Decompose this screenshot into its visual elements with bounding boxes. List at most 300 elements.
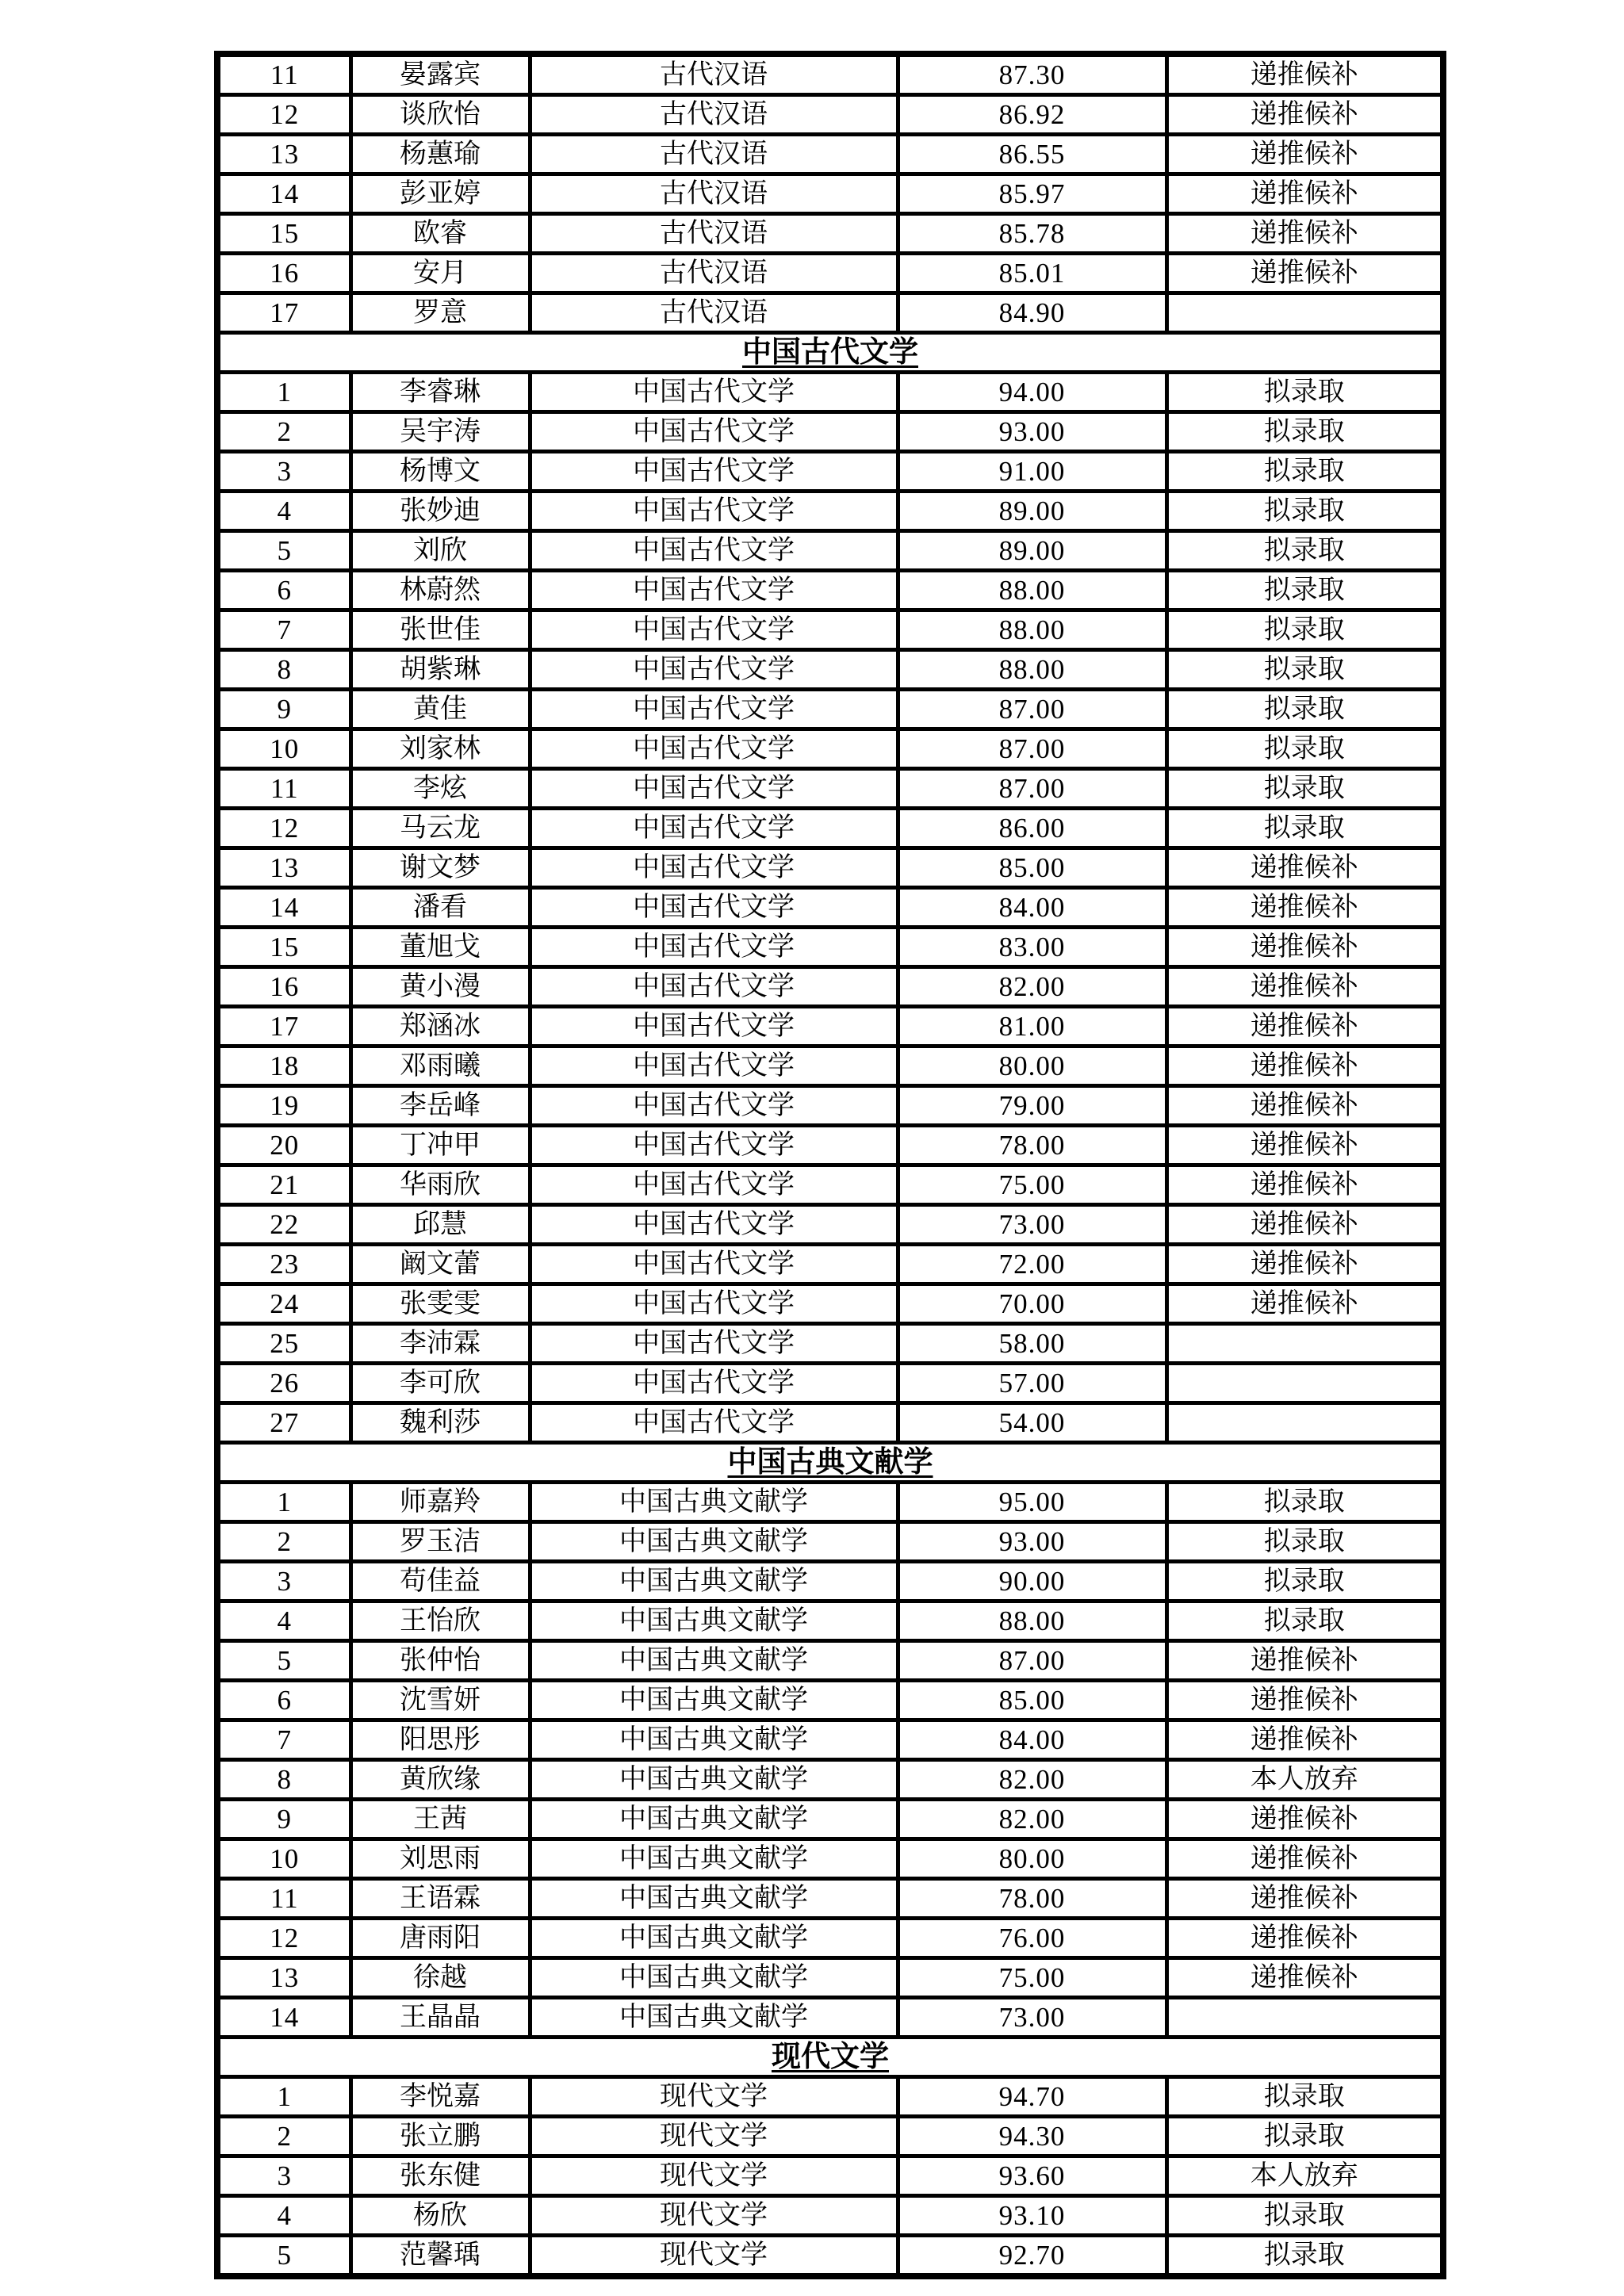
major-cell: 中国古代文学 bbox=[530, 571, 898, 610]
status-cell: 递推候补 bbox=[1166, 254, 1443, 293]
score-cell: 90.00 bbox=[898, 1562, 1166, 1601]
row-number-cell: 3 bbox=[217, 1562, 350, 1601]
major-cell: 古代汉语 bbox=[530, 214, 898, 254]
table-row bbox=[217, 254, 1443, 293]
row-number-cell: 24 bbox=[217, 1284, 350, 1324]
name-cell: 邓雨曦 bbox=[350, 1047, 530, 1086]
table-row bbox=[217, 2156, 1443, 2196]
name-cell: 范馨瑀 bbox=[350, 2236, 530, 2277]
status-cell bbox=[1166, 1364, 1443, 1403]
name-cell: 黄小漫 bbox=[350, 967, 530, 1007]
row-number-cell: 13 bbox=[217, 135, 350, 174]
status-cell bbox=[1166, 1403, 1443, 1443]
major-cell: 中国古代文学 bbox=[530, 1245, 898, 1284]
name-cell: 郑涵冰 bbox=[350, 1007, 530, 1047]
row-number-cell: 7 bbox=[217, 610, 350, 650]
score-cell: 88.00 bbox=[898, 610, 1166, 650]
major-cell: 古代汉语 bbox=[530, 174, 898, 214]
table-row bbox=[217, 2117, 1443, 2156]
score-cell: 93.60 bbox=[898, 2156, 1166, 2196]
score-cell: 85.97 bbox=[898, 174, 1166, 214]
score-cell: 84.00 bbox=[898, 1720, 1166, 1760]
major-cell: 中国古代文学 bbox=[530, 690, 898, 729]
table-row bbox=[217, 135, 1443, 174]
score-cell: 75.00 bbox=[898, 1165, 1166, 1205]
table-row bbox=[217, 174, 1443, 214]
status-cell: 递推候补 bbox=[1166, 1007, 1443, 1047]
score-cell: 86.55 bbox=[898, 135, 1166, 174]
status-cell: 递推候补 bbox=[1166, 1284, 1443, 1324]
name-cell: 丁冲甲 bbox=[350, 1126, 530, 1165]
name-cell: 杨博文 bbox=[350, 452, 530, 492]
table-row bbox=[217, 1760, 1443, 1800]
status-cell: 递推候补 bbox=[1166, 1245, 1443, 1284]
status-cell: 拟录取 bbox=[1166, 2196, 1443, 2236]
status-cell: 拟录取 bbox=[1166, 531, 1443, 571]
name-cell: 阚文蕾 bbox=[350, 1245, 530, 1284]
row-number-cell: 14 bbox=[217, 174, 350, 214]
table-row bbox=[217, 967, 1443, 1007]
major-cell: 中国古典文献学 bbox=[530, 1800, 898, 1839]
table-row bbox=[217, 769, 1443, 809]
score-cell: 88.00 bbox=[898, 650, 1166, 690]
name-cell: 张仲怡 bbox=[350, 1641, 530, 1681]
name-cell: 苟佳益 bbox=[350, 1562, 530, 1601]
table-row bbox=[217, 610, 1443, 650]
major-cell: 中国古典文献学 bbox=[530, 1601, 898, 1641]
major-cell: 中国古代文学 bbox=[530, 967, 898, 1007]
row-number-cell: 8 bbox=[217, 1760, 350, 1800]
status-cell: 递推候补 bbox=[1166, 1720, 1443, 1760]
status-cell: 拟录取 bbox=[1166, 2117, 1443, 2156]
table-row bbox=[217, 1839, 1443, 1879]
row-number-cell: 27 bbox=[217, 1403, 350, 1443]
name-cell: 李悦嘉 bbox=[350, 2077, 530, 2117]
major-cell: 古代汉语 bbox=[530, 254, 898, 293]
name-cell: 刘欣 bbox=[350, 531, 530, 571]
table-row bbox=[217, 1086, 1443, 1126]
row-number-cell: 11 bbox=[217, 1879, 350, 1919]
score-cell: 88.00 bbox=[898, 571, 1166, 610]
major-cell: 中国古代文学 bbox=[530, 888, 898, 928]
table-row bbox=[217, 848, 1443, 888]
row-number-cell: 15 bbox=[217, 928, 350, 967]
name-cell: 吴宇涛 bbox=[350, 412, 530, 452]
major-cell: 中国古代文学 bbox=[530, 610, 898, 650]
name-cell: 林蔚然 bbox=[350, 571, 530, 610]
status-cell: 递推候补 bbox=[1166, 95, 1443, 135]
name-cell: 黄欣缘 bbox=[350, 1760, 530, 1800]
score-cell: 85.00 bbox=[898, 1681, 1166, 1720]
major-cell: 现代文学 bbox=[530, 2236, 898, 2277]
row-number-cell: 2 bbox=[217, 412, 350, 452]
major-cell: 中国古代文学 bbox=[530, 1126, 898, 1165]
status-cell: 拟录取 bbox=[1166, 690, 1443, 729]
row-number-cell: 5 bbox=[217, 1641, 350, 1681]
name-cell: 徐越 bbox=[350, 1958, 530, 1998]
table-row bbox=[217, 531, 1443, 571]
table-row bbox=[217, 928, 1443, 967]
score-cell: 79.00 bbox=[898, 1086, 1166, 1126]
name-cell: 欧睿 bbox=[350, 214, 530, 254]
major-cell: 古代汉语 bbox=[530, 54, 898, 95]
major-cell: 中国古代文学 bbox=[530, 928, 898, 967]
table-row bbox=[217, 1800, 1443, 1839]
row-number-cell: 14 bbox=[217, 888, 350, 928]
status-cell: 递推候补 bbox=[1166, 214, 1443, 254]
score-cell: 58.00 bbox=[898, 1324, 1166, 1364]
name-cell: 晏露宾 bbox=[350, 54, 530, 95]
score-cell: 82.00 bbox=[898, 1800, 1166, 1839]
row-number-cell: 9 bbox=[217, 1800, 350, 1839]
name-cell: 谈欣怡 bbox=[350, 95, 530, 135]
score-cell: 73.00 bbox=[898, 1205, 1166, 1245]
status-cell: 递推候补 bbox=[1166, 174, 1443, 214]
score-cell: 83.00 bbox=[898, 928, 1166, 967]
score-cell: 89.00 bbox=[898, 531, 1166, 571]
status-cell: 拟录取 bbox=[1166, 809, 1443, 848]
table-row bbox=[217, 2196, 1443, 2236]
major-cell: 现代文学 bbox=[530, 2117, 898, 2156]
row-number-cell: 26 bbox=[217, 1364, 350, 1403]
major-cell: 中国古代文学 bbox=[530, 1165, 898, 1205]
name-cell: 张东健 bbox=[350, 2156, 530, 2196]
row-number-cell: 3 bbox=[217, 2156, 350, 2196]
admission-results-table bbox=[214, 51, 1446, 2279]
row-number-cell: 6 bbox=[217, 571, 350, 610]
row-number-cell: 4 bbox=[217, 1601, 350, 1641]
status-cell: 拟录取 bbox=[1166, 571, 1443, 610]
table-row bbox=[217, 2077, 1443, 2117]
score-cell: 78.00 bbox=[898, 1879, 1166, 1919]
name-cell: 罗玉洁 bbox=[350, 1522, 530, 1562]
table-row bbox=[217, 888, 1443, 928]
major-cell: 中国古代文学 bbox=[530, 809, 898, 848]
name-cell: 谢文梦 bbox=[350, 848, 530, 888]
score-cell: 93.10 bbox=[898, 2196, 1166, 2236]
table-row bbox=[217, 571, 1443, 610]
score-cell: 81.00 bbox=[898, 1007, 1166, 1047]
table-row bbox=[217, 1879, 1443, 1919]
major-cell: 中国古典文献学 bbox=[530, 1958, 898, 1998]
status-cell: 递推候补 bbox=[1166, 1800, 1443, 1839]
status-cell: 递推候补 bbox=[1166, 1879, 1443, 1919]
table-row bbox=[217, 1205, 1443, 1245]
major-cell: 中国古典文献学 bbox=[530, 1483, 898, 1522]
row-number-cell: 15 bbox=[217, 214, 350, 254]
name-cell: 潘看 bbox=[350, 888, 530, 928]
score-cell: 89.00 bbox=[898, 492, 1166, 531]
score-cell: 54.00 bbox=[898, 1403, 1166, 1443]
status-cell: 拟录取 bbox=[1166, 729, 1443, 769]
name-cell: 唐雨阳 bbox=[350, 1919, 530, 1958]
status-cell: 拟录取 bbox=[1166, 412, 1443, 452]
row-number-cell: 4 bbox=[217, 2196, 350, 2236]
score-cell: 87.30 bbox=[898, 54, 1166, 95]
status-cell bbox=[1166, 1998, 1443, 2038]
table-row bbox=[217, 809, 1443, 848]
score-cell: 94.00 bbox=[898, 373, 1166, 412]
major-cell: 中国古代文学 bbox=[530, 452, 898, 492]
major-cell: 古代汉语 bbox=[530, 95, 898, 135]
table-row bbox=[217, 373, 1443, 412]
status-cell: 递推候补 bbox=[1166, 1958, 1443, 1998]
status-cell: 拟录取 bbox=[1166, 769, 1443, 809]
score-cell: 57.00 bbox=[898, 1364, 1166, 1403]
name-cell: 杨欣 bbox=[350, 2196, 530, 2236]
major-cell: 中国古代文学 bbox=[530, 492, 898, 531]
table-row bbox=[217, 1998, 1443, 2038]
table-row bbox=[217, 214, 1443, 254]
name-cell: 李岳峰 bbox=[350, 1086, 530, 1126]
row-number-cell: 9 bbox=[217, 690, 350, 729]
row-number-cell: 4 bbox=[217, 492, 350, 531]
table-row bbox=[217, 1364, 1443, 1403]
major-cell: 现代文学 bbox=[530, 2156, 898, 2196]
score-cell: 84.00 bbox=[898, 888, 1166, 928]
row-number-cell: 6 bbox=[217, 1681, 350, 1720]
table-row bbox=[217, 1601, 1443, 1641]
major-cell: 中国古典文献学 bbox=[530, 1522, 898, 1562]
row-number-cell: 1 bbox=[217, 2077, 350, 2117]
row-number-cell: 1 bbox=[217, 373, 350, 412]
score-cell: 94.30 bbox=[898, 2117, 1166, 2156]
row-number-cell: 11 bbox=[217, 54, 350, 95]
score-cell: 87.00 bbox=[898, 729, 1166, 769]
major-cell: 中国古代文学 bbox=[530, 1205, 898, 1245]
major-cell: 中国古典文献学 bbox=[530, 1760, 898, 1800]
name-cell: 刘家林 bbox=[350, 729, 530, 769]
row-number-cell: 12 bbox=[217, 1919, 350, 1958]
name-cell: 刘思雨 bbox=[350, 1839, 530, 1879]
table-row bbox=[217, 1958, 1443, 1998]
name-cell: 李可欣 bbox=[350, 1364, 530, 1403]
score-cell: 82.00 bbox=[898, 967, 1166, 1007]
table-row bbox=[217, 1919, 1443, 1958]
table-row bbox=[217, 492, 1443, 531]
section-header-text: 中国古代文学 bbox=[217, 333, 1443, 373]
table-row bbox=[217, 2236, 1443, 2277]
table-row bbox=[217, 54, 1443, 95]
score-cell: 84.90 bbox=[898, 293, 1166, 333]
row-number-cell: 16 bbox=[217, 967, 350, 1007]
major-cell: 中国古代文学 bbox=[530, 650, 898, 690]
row-number-cell: 25 bbox=[217, 1324, 350, 1364]
status-cell: 拟录取 bbox=[1166, 1483, 1443, 1522]
status-cell: 拟录取 bbox=[1166, 2236, 1443, 2277]
table-row bbox=[217, 1047, 1443, 1086]
status-cell: 递推候补 bbox=[1166, 1086, 1443, 1126]
major-cell: 现代文学 bbox=[530, 2196, 898, 2236]
name-cell: 王怡欣 bbox=[350, 1601, 530, 1641]
table-row bbox=[217, 293, 1443, 333]
row-number-cell: 20 bbox=[217, 1126, 350, 1165]
score-cell: 87.00 bbox=[898, 769, 1166, 809]
status-cell: 递推候补 bbox=[1166, 888, 1443, 928]
major-cell: 中国古典文献学 bbox=[530, 1720, 898, 1760]
status-cell: 拟录取 bbox=[1166, 2077, 1443, 2117]
major-cell: 中国古代文学 bbox=[530, 531, 898, 571]
major-cell: 古代汉语 bbox=[530, 293, 898, 333]
row-number-cell: 10 bbox=[217, 1839, 350, 1879]
status-cell: 递推候补 bbox=[1166, 1126, 1443, 1165]
major-cell: 中国古代文学 bbox=[530, 1364, 898, 1403]
major-cell: 中国古代文学 bbox=[530, 729, 898, 769]
score-cell: 93.00 bbox=[898, 412, 1166, 452]
score-cell: 73.00 bbox=[898, 1998, 1166, 2038]
score-cell: 82.00 bbox=[898, 1760, 1166, 1800]
score-cell: 70.00 bbox=[898, 1284, 1166, 1324]
major-cell: 中国古代文学 bbox=[530, 412, 898, 452]
row-number-cell: 8 bbox=[217, 650, 350, 690]
table-row bbox=[217, 1007, 1443, 1047]
section-header-text: 现代文学 bbox=[217, 2038, 1443, 2077]
name-cell: 马云龙 bbox=[350, 809, 530, 848]
score-cell: 86.00 bbox=[898, 809, 1166, 848]
status-cell: 递推候补 bbox=[1166, 967, 1443, 1007]
major-cell: 中国古典文献学 bbox=[530, 1919, 898, 1958]
row-number-cell: 10 bbox=[217, 729, 350, 769]
row-number-cell: 7 bbox=[217, 1720, 350, 1760]
score-cell: 85.00 bbox=[898, 848, 1166, 888]
table-row bbox=[217, 1165, 1443, 1205]
name-cell: 胡紫琳 bbox=[350, 650, 530, 690]
table-row bbox=[217, 1403, 1443, 1443]
table-row bbox=[217, 1641, 1443, 1681]
major-cell: 中国古代文学 bbox=[530, 373, 898, 412]
major-cell: 中国古典文献学 bbox=[530, 1839, 898, 1879]
status-cell: 递推候补 bbox=[1166, 928, 1443, 967]
score-cell: 76.00 bbox=[898, 1919, 1166, 1958]
section-header-row bbox=[217, 333, 1443, 373]
score-cell: 85.01 bbox=[898, 254, 1166, 293]
major-cell: 中国古典文献学 bbox=[530, 1681, 898, 1720]
name-cell: 邱慧 bbox=[350, 1205, 530, 1245]
status-cell: 拟录取 bbox=[1166, 373, 1443, 412]
status-cell bbox=[1166, 293, 1443, 333]
table-row bbox=[217, 1720, 1443, 1760]
name-cell: 王茜 bbox=[350, 1800, 530, 1839]
name-cell: 张雯雯 bbox=[350, 1284, 530, 1324]
row-number-cell: 16 bbox=[217, 254, 350, 293]
major-cell: 中国古代文学 bbox=[530, 848, 898, 888]
row-number-cell: 21 bbox=[217, 1165, 350, 1205]
table-row bbox=[217, 1245, 1443, 1284]
score-cell: 80.00 bbox=[898, 1839, 1166, 1879]
section-header-text: 中国古典文献学 bbox=[217, 1443, 1443, 1483]
status-cell: 递推候补 bbox=[1166, 1205, 1443, 1245]
name-cell: 黄佳 bbox=[350, 690, 530, 729]
status-cell: 拟录取 bbox=[1166, 452, 1443, 492]
major-cell: 古代汉语 bbox=[530, 135, 898, 174]
row-number-cell: 1 bbox=[217, 1483, 350, 1522]
table-row bbox=[217, 452, 1443, 492]
major-cell: 中国古代文学 bbox=[530, 1047, 898, 1086]
score-cell: 92.70 bbox=[898, 2236, 1166, 2277]
table-row bbox=[217, 1483, 1443, 1522]
table-row bbox=[217, 1522, 1443, 1562]
name-cell: 杨蕙瑜 bbox=[350, 135, 530, 174]
row-number-cell: 14 bbox=[217, 1998, 350, 2038]
score-cell: 93.00 bbox=[898, 1522, 1166, 1562]
row-number-cell: 18 bbox=[217, 1047, 350, 1086]
table-row bbox=[217, 1126, 1443, 1165]
row-number-cell: 23 bbox=[217, 1245, 350, 1284]
name-cell: 董旭戈 bbox=[350, 928, 530, 967]
status-cell: 拟录取 bbox=[1166, 1562, 1443, 1601]
major-cell: 中国古典文献学 bbox=[530, 1879, 898, 1919]
row-number-cell: 2 bbox=[217, 1522, 350, 1562]
name-cell: 王语霖 bbox=[350, 1879, 530, 1919]
name-cell: 师嘉羚 bbox=[350, 1483, 530, 1522]
status-cell: 本人放弃 bbox=[1166, 1760, 1443, 1800]
score-cell: 72.00 bbox=[898, 1245, 1166, 1284]
name-cell: 彭亚婷 bbox=[350, 174, 530, 214]
score-cell: 85.78 bbox=[898, 214, 1166, 254]
status-cell: 递推候补 bbox=[1166, 135, 1443, 174]
row-number-cell: 17 bbox=[217, 293, 350, 333]
table-row bbox=[217, 1681, 1443, 1720]
status-cell: 拟录取 bbox=[1166, 650, 1443, 690]
score-cell: 87.00 bbox=[898, 1641, 1166, 1681]
section-header-row bbox=[217, 1443, 1443, 1483]
status-cell: 递推候补 bbox=[1166, 1641, 1443, 1681]
status-cell: 拟录取 bbox=[1166, 610, 1443, 650]
status-cell: 递推候补 bbox=[1166, 848, 1443, 888]
row-number-cell: 12 bbox=[217, 95, 350, 135]
name-cell: 李睿琳 bbox=[350, 373, 530, 412]
major-cell: 中国古典文献学 bbox=[530, 1641, 898, 1681]
major-cell: 中国古代文学 bbox=[530, 1324, 898, 1364]
major-cell: 中国古代文学 bbox=[530, 1086, 898, 1126]
major-cell: 中国古代文学 bbox=[530, 1403, 898, 1443]
name-cell: 李沛霖 bbox=[350, 1324, 530, 1364]
table-row bbox=[217, 650, 1443, 690]
major-cell: 现代文学 bbox=[530, 2077, 898, 2117]
score-cell: 75.00 bbox=[898, 1958, 1166, 1998]
row-number-cell: 22 bbox=[217, 1205, 350, 1245]
table-row bbox=[217, 1284, 1443, 1324]
row-number-cell: 5 bbox=[217, 531, 350, 571]
table-row bbox=[217, 690, 1443, 729]
name-cell: 沈雪妍 bbox=[350, 1681, 530, 1720]
name-cell: 安月 bbox=[350, 254, 530, 293]
major-cell: 中国古典文献学 bbox=[530, 1998, 898, 2038]
results-table-body bbox=[217, 54, 1443, 2276]
name-cell: 华雨欣 bbox=[350, 1165, 530, 1205]
name-cell: 罗意 bbox=[350, 293, 530, 333]
row-number-cell: 17 bbox=[217, 1007, 350, 1047]
name-cell: 阳思彤 bbox=[350, 1720, 530, 1760]
row-number-cell: 12 bbox=[217, 809, 350, 848]
name-cell: 张妙迪 bbox=[350, 492, 530, 531]
table-row bbox=[217, 412, 1443, 452]
name-cell: 魏利莎 bbox=[350, 1403, 530, 1443]
row-number-cell: 13 bbox=[217, 848, 350, 888]
score-cell: 95.00 bbox=[898, 1483, 1166, 1522]
status-cell: 递推候补 bbox=[1166, 1165, 1443, 1205]
row-number-cell: 19 bbox=[217, 1086, 350, 1126]
row-number-cell: 3 bbox=[217, 452, 350, 492]
score-cell: 87.00 bbox=[898, 690, 1166, 729]
name-cell: 张立鹏 bbox=[350, 2117, 530, 2156]
major-cell: 中国古代文学 bbox=[530, 1007, 898, 1047]
table-row bbox=[217, 95, 1443, 135]
major-cell: 中国古典文献学 bbox=[530, 1562, 898, 1601]
table-row bbox=[217, 729, 1443, 769]
status-cell: 递推候补 bbox=[1166, 1681, 1443, 1720]
status-cell: 拟录取 bbox=[1166, 492, 1443, 531]
